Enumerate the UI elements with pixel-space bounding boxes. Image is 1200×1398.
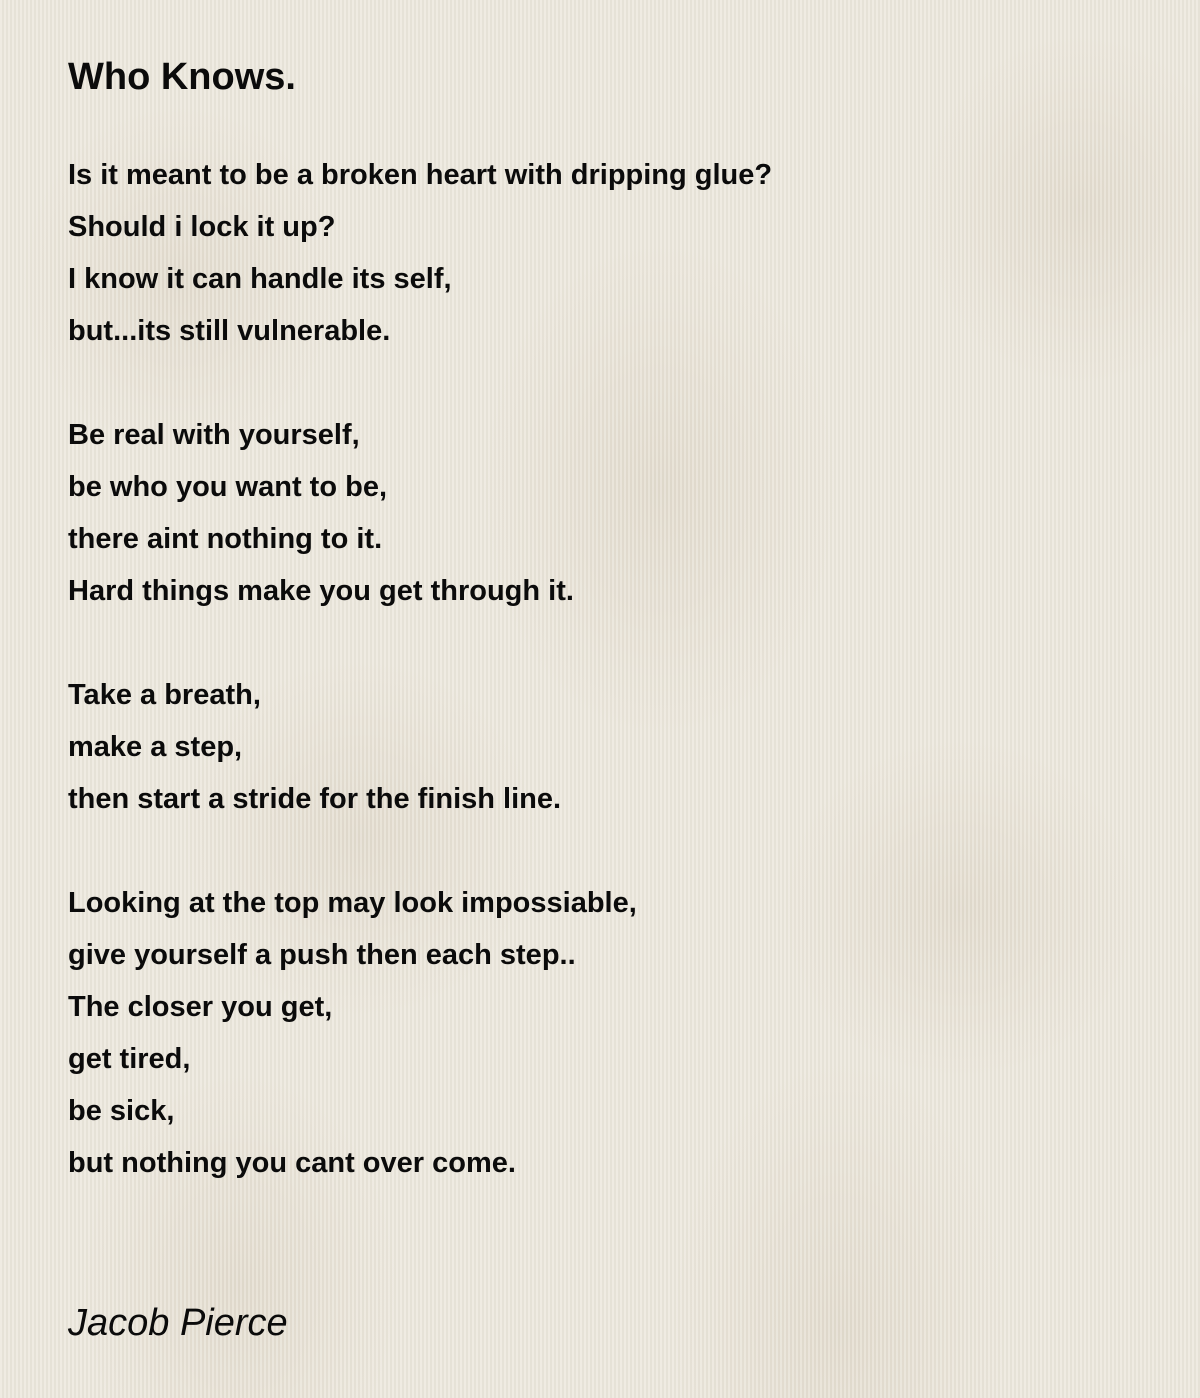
poem-line: but...its still vulnerable. <box>68 315 391 347</box>
poem-line: then start a stride for the finish line. <box>68 783 562 815</box>
poem-body <box>68 149 1148 1241</box>
poem-line: Looking at the top may look impossiable, <box>68 887 637 919</box>
poem-line: there aint nothing to it. <box>68 523 383 555</box>
poem-line: get tired, <box>68 1043 191 1075</box>
poem-line: The closer you get, <box>68 991 333 1023</box>
poem-line: Is it meant to be a broken heart with dripping glue? <box>68 159 773 191</box>
poem-line: but nothing you cant over come. <box>68 1147 516 1179</box>
poem-line: Take a breath, <box>68 679 261 711</box>
poem-line: Be real with yourself, <box>68 419 360 451</box>
poem-line: I know it can handle its self, <box>68 263 452 295</box>
stanza-2 <box>68 409 1148 617</box>
poem-line: be sick, <box>68 1095 175 1127</box>
stanza-3 <box>68 669 1148 825</box>
poem-line: be who you want to be, <box>68 471 387 503</box>
poem-line: Should i lock it up? <box>68 211 336 243</box>
stanza-4 <box>68 877 1148 1189</box>
poem-line: Hard things make you get through it. <box>68 575 574 607</box>
poem-title: Who Knows. <box>68 56 296 98</box>
poem-line: give yourself a push then each step.. <box>68 939 576 971</box>
poem-author: Jacob Pierce <box>68 1302 288 1344</box>
poem-line: make a step, <box>68 731 243 763</box>
stanza-1 <box>68 149 1148 357</box>
